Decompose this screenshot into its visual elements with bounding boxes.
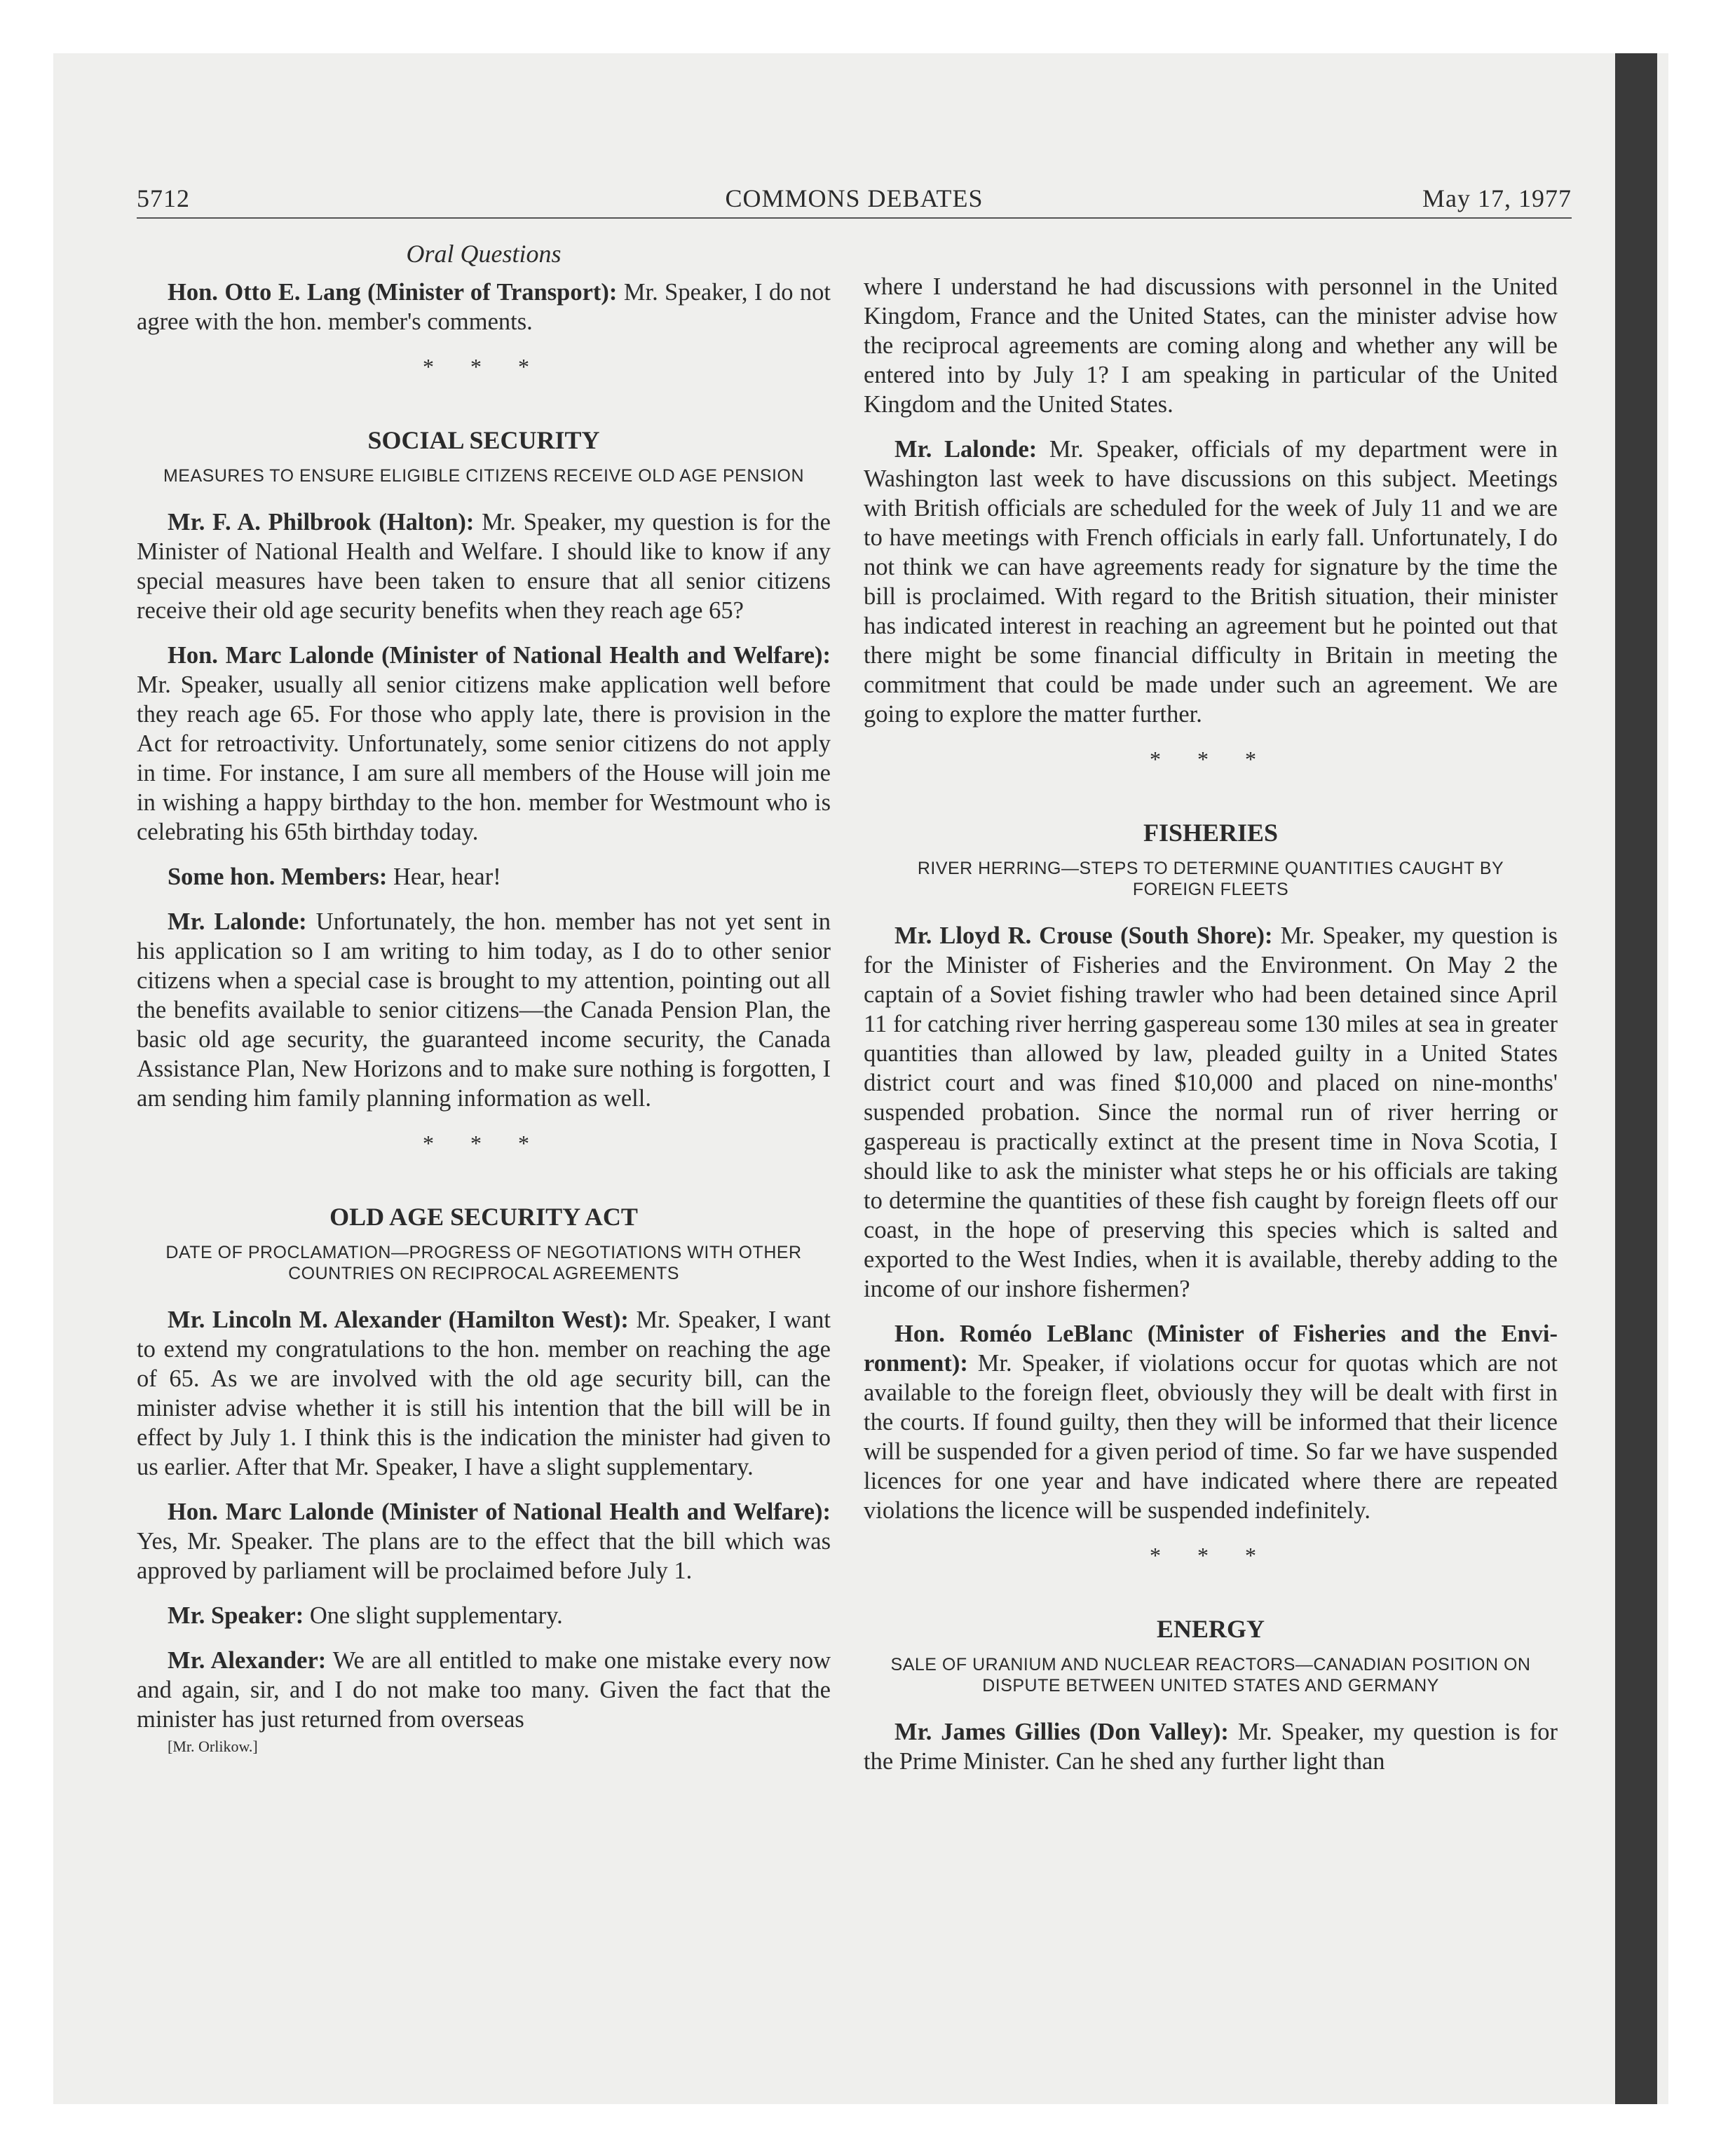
section-heading: ENERGY [1156,1615,1265,1643]
speech-paragraph [864,1717,1558,1776]
speech-text: Mr. Speaker, I do not agree with the hon. member's comments. [137,279,831,335]
publication-date: May 17, 1977 [1422,184,1572,212]
speech-text: Mr. Speaker, my question is for the Minister of Fisheries and the Environment. On May 2 the captain of a Soviet fishing trawler who had been detained since April 11 for catching river herring gaspereau some 130 miles at sea in greater quantities than allowed by law, pleaded guilty in a United States district court and was fined $10,000 and placed on nine-months' suspended probation. Since the normal run of river herring or gaspereau is practically extinct at the present time in Nova Scotia, I should like to ask the minister what steps he or his officials are taking to determine the quantities of these fish caught by foreign fleets off our coast, in the hope of preserving this species which is salted and exported to the West Indies, when it is available, thereby adding to the income of our inshore fishermen? [864,922,1558,1302]
section-subheading: MEASURES TO ENSURE ELIGIBLE CITIZENS RECEIVE OLD AGE PENSION [163,466,805,486]
header-rule [137,217,1572,219]
speaker-name: Mr. Lincoln M. Alexander (Hamilton West): [168,1306,629,1333]
speech-paragraph [137,862,831,892]
scan-binding-edge [1615,53,1657,2104]
page-header [137,184,1572,214]
speech-text: One slight supplementary. [304,1602,563,1629]
speaker-name: Mr. Lalonde: [894,436,1037,463]
section-subheading: DATE OF PROCLAMATION—PROGRESS OF NEGOTIATIONS WITH OTHER COUNTRIES ON RECIPROCAL AGREEMENTS [165,1243,802,1283]
speaker-name: Mr. James Gillies (Don Valley): [894,1719,1229,1745]
speaker-name: Hon. Marc Lalonde (Minister of National Health and Welfare): [168,1499,831,1525]
speech-text: We are all entitled to make one mistake every now and again, sir, and I do not make too many. Given the fact that the minister has just returned from overseas [137,1647,831,1733]
speech-text: where I understand he had discussions with personnel in the United Kingdom, France and the United States, can the minister advise how the reciprocal agreements are coming along and whether any will be entered into by July 1? I am speaking in particular of the United Kingdom and the United States. [864,273,1558,418]
speaker-name: Hon. Otto E. Lang (Minister of Transport): [168,279,618,306]
section-subheading: SALE OF URANIUM AND NUCLEAR REACTORS—CANADIAN POSITION ON DISPUTE BETWEEN UNITED STATES AND GERMANY [890,1655,1531,1696]
speech-text: Mr. Speaker, my question is for the Prime Minister. Can he shed any further light than [864,1719,1558,1775]
speech-text: Mr. Speaker, my question is for the Minister of National Health and Welfare. I should like to know if any special measures have been taken to ensure that all senior citizens receive their old age security benefits when they reach age 65? [137,509,831,624]
speaker-name: Hon. Marc Lalonde (Minister of National Health and Welfare): [168,642,831,669]
section-divider: * * * [1150,746,1272,772]
speaker-name: Mr. Lloyd R. Crouse (South Shore): [894,922,1273,949]
speaker-name: Mr. Speaker: [168,1602,304,1629]
speaker-name: Hon. Roméo LeBlanc (Minister of Fisheries and the Environment): [864,1321,1558,1377]
speech-paragraph [137,1646,831,1734]
speaker-name: Mr. Lalonde: [168,908,307,935]
speech-paragraph [137,641,831,847]
left-column [137,238,831,1756]
section-heading: FISHERIES [1143,819,1279,847]
section-heading: SOCIAL SECURITY [367,426,600,454]
section-divider: * * * [423,1131,545,1156]
section-divider: * * * [1150,1543,1272,1568]
speech-paragraph [137,1601,831,1630]
publication-title: COMMONS DEBATES [725,184,984,212]
speech-paragraph [864,272,1558,419]
page-footnote: [Mr. Orlikow.] [168,1738,258,1755]
speech-text: Mr. Speaker, if violations occur for quotas which are not available to the foreign fleet, obviously they will be dealt with first in the courts. If found guilty, then they will be informed that their licence will be suspended for a given period of time. So far we have suspended licences for one year and have indicated where there are repeated violations the licence will be suspended indefinitely. [864,1350,1558,1524]
speech-text: Hear, hear! [387,864,501,890]
speaker-name: Mr. F. A. Philbrook (Halton): [168,509,475,535]
section-heading: OLD AGE SECURITY ACT [329,1203,638,1231]
speech-paragraph [137,1305,831,1482]
right-column [864,272,1558,1792]
speech-paragraph [864,435,1558,729]
running-head: Oral Questions [406,240,562,268]
speaker-name: Mr. Alexander: [168,1647,327,1674]
speech-text: Unfortunately, the hon. member has not yet sent in his application so I am writing to him today, as I do to other senior citizens when a special case is brought to my attention, pointing out all the benefits available to senior citizens—the Canada Pension Plan, the basic old age security, the guaranteed income security, the Canada Assistance Plan, New Horizons and to make sure nothing is forgotten, I am sending him family planning information as well. [137,908,831,1112]
speech-text: Yes, Mr. Speaker. The plans are to the effect that the bill which was approved by parliament will be proclaimed before July 1. [137,1528,831,1584]
speech-text: Mr. Speaker, officials of my department were in Washington last week to have discussions on this subject. Meetings with British officials are scheduled for the week of July 11 and we are to have meetings with French officials in early fall. Unfortunately, I do not think we can have agreements ready for signature by the time the bill is proclaimed. With regard to the British situation, their minister has indicated interest in reaching an agreement but he pointed out that there might be some financial difficulty in Britain in meeting the commitment that could be made under such an agreement. We are going to explore the matter further. [864,436,1558,728]
section-divider: * * * [423,354,545,379]
speaker-name: Some hon. Members: [168,864,388,890]
page-number: 5712 [137,184,190,212]
speech-paragraph [864,1319,1558,1525]
speech-paragraph [137,1497,831,1585]
section-subheading: RIVER HERRING—STEPS TO DETERMINE QUANTITIES CAUGHT BY FOREIGN FLEETS [917,859,1504,899]
speech-text: Mr. Speaker, I want to extend my congratulations to the hon. member on reaching the age of 65. As we are involved with the old age security bill, can the minister advise whether it is still his intention that the bill will be in effect by July 1. I think this is the indication the minister had given to us earlier. After that Mr. Speaker, I have a slight supplementary. [137,1306,831,1480]
speech-paragraph [137,907,831,1113]
speech-paragraph [137,507,831,625]
speech-paragraph [137,278,831,336]
speech-paragraph [864,921,1558,1304]
speech-text: Mr. Speaker, usually all senior citizens make application well before they reach age 65. For those who apply late, there is provision in the Act for retroactivity. Unfortunately, some senior citizens do not apply in time. For instance, I am sure all members of the House will join me in wishing a happy birthday to the hon. member for Westmount who is celebrating his 65th birthday today. [137,671,831,845]
